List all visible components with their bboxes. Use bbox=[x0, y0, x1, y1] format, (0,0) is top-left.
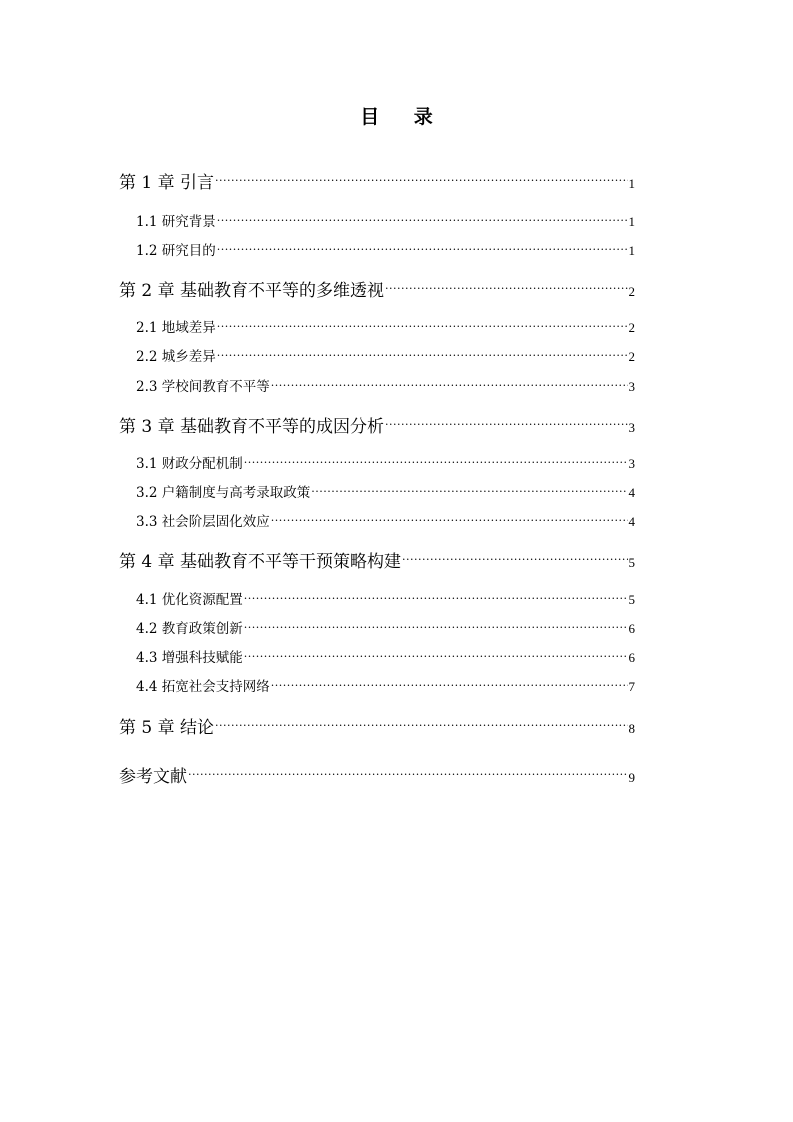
toc-entry-label: 参考文献 bbox=[119, 767, 187, 787]
toc-entry-section-4-3[interactable] bbox=[136, 648, 635, 668]
toc-page-number: 1 bbox=[628, 214, 635, 229]
toc-page-number: 1 bbox=[628, 176, 635, 191]
toc-dot-leader bbox=[244, 620, 628, 634]
toc-entry-section-2-1[interactable] bbox=[136, 318, 635, 338]
toc-entry-section-1-1[interactable] bbox=[136, 212, 635, 232]
toc-entry-label: 3.1 财政分配机制 bbox=[136, 456, 243, 472]
toc-page-number: 8 bbox=[628, 721, 635, 736]
toc-dot-leader bbox=[217, 348, 628, 362]
toc-entry-label: 3.3 社会阶层固化效应 bbox=[136, 514, 270, 530]
toc-entry-label: 第 1 章 引言 bbox=[119, 173, 215, 193]
toc-dot-leader bbox=[215, 171, 627, 188]
toc-entry-chapter-2[interactable] bbox=[119, 279, 635, 304]
toc-dot-leader bbox=[217, 319, 628, 333]
toc-entry-section-4-4[interactable] bbox=[136, 677, 635, 697]
toc-dot-leader bbox=[271, 513, 628, 527]
toc-entry-chapter-4[interactable] bbox=[119, 550, 635, 575]
toc-entry-label: 第 4 章 基础教育不平等干预策略构建 bbox=[119, 552, 402, 572]
toc-page-number: 6 bbox=[628, 621, 635, 636]
toc-entry-label: 3.2 户籍制度与高考录取政策 bbox=[136, 485, 311, 501]
toc-entry-label: 第 3 章 基础教育不平等的成因分析 bbox=[119, 417, 385, 437]
toc-entry-section-2-2[interactable] bbox=[136, 347, 635, 367]
toc-entry-chapter-5[interactable] bbox=[119, 716, 635, 741]
toc-dot-leader bbox=[215, 716, 627, 733]
toc-entry-label: 第 5 章 结论 bbox=[119, 718, 215, 738]
toc-title: 目 录 bbox=[360, 106, 447, 128]
toc-page-number: 3 bbox=[628, 379, 635, 394]
toc-page-number: 3 bbox=[628, 456, 635, 471]
toc-entry-section-2-3[interactable] bbox=[136, 377, 635, 397]
toc-entry-label: 2.2 城乡差异 bbox=[136, 349, 216, 365]
toc-page-number: 5 bbox=[628, 592, 635, 607]
toc-entry-chapter-3[interactable] bbox=[119, 415, 635, 440]
toc-entry-section-4-1[interactable] bbox=[136, 590, 635, 610]
toc-dot-leader bbox=[271, 378, 628, 392]
toc-entry-label: 4.4 拓宽社会支持网络 bbox=[136, 679, 270, 695]
toc-entry-chapter-1[interactable] bbox=[119, 171, 635, 196]
toc-dot-leader bbox=[311, 484, 627, 498]
toc-page-number: 9 bbox=[628, 770, 635, 785]
toc-dot-leader bbox=[385, 279, 627, 296]
toc-entry-label: 2.3 学校间教育不平等 bbox=[136, 379, 270, 395]
toc-dot-leader bbox=[244, 591, 628, 605]
toc-page-number: 6 bbox=[628, 650, 635, 665]
toc-page-number: 5 bbox=[628, 555, 635, 570]
toc-page-number: 2 bbox=[628, 320, 635, 335]
toc-entry-label: 1.1 研究背景 bbox=[136, 214, 216, 230]
toc-dot-leader bbox=[385, 415, 627, 432]
toc-page-number: 4 bbox=[628, 485, 635, 500]
toc-entry-section-3-3[interactable] bbox=[136, 512, 635, 532]
toc-dot-leader bbox=[188, 765, 628, 782]
toc-page-number: 2 bbox=[628, 349, 635, 364]
toc-entry-label: 4.1 优化资源配置 bbox=[136, 592, 243, 608]
toc-dot-leader bbox=[402, 550, 627, 567]
toc-entry-section-3-1[interactable] bbox=[136, 454, 635, 474]
toc-entry-label: 4.2 教育政策创新 bbox=[136, 621, 243, 637]
toc-dot-leader bbox=[271, 678, 628, 692]
toc-page-number: 2 bbox=[628, 284, 635, 299]
toc-dot-leader bbox=[244, 649, 628, 663]
toc-entry-section-4-2[interactable] bbox=[136, 619, 635, 639]
toc-dot-leader bbox=[217, 242, 628, 256]
toc-entry-label: 第 2 章 基础教育不平等的多维透视 bbox=[119, 281, 385, 301]
toc-entry-label: 4.3 增强科技赋能 bbox=[136, 650, 243, 666]
toc-page-number: 3 bbox=[628, 420, 635, 435]
toc-entry-section-1-2[interactable] bbox=[136, 241, 635, 261]
toc-entry-label: 2.1 地域差异 bbox=[136, 320, 216, 336]
toc-page-number: 1 bbox=[628, 243, 635, 258]
toc-dot-leader bbox=[217, 213, 628, 227]
toc-entry-section-3-2[interactable] bbox=[136, 483, 635, 503]
toc-page-number: 7 bbox=[628, 679, 635, 694]
toc-page-number: 4 bbox=[628, 514, 635, 529]
toc-dot-leader bbox=[244, 455, 628, 469]
toc-entry-label: 1.2 研究目的 bbox=[136, 243, 216, 259]
toc-entry-references[interactable] bbox=[119, 765, 635, 790]
